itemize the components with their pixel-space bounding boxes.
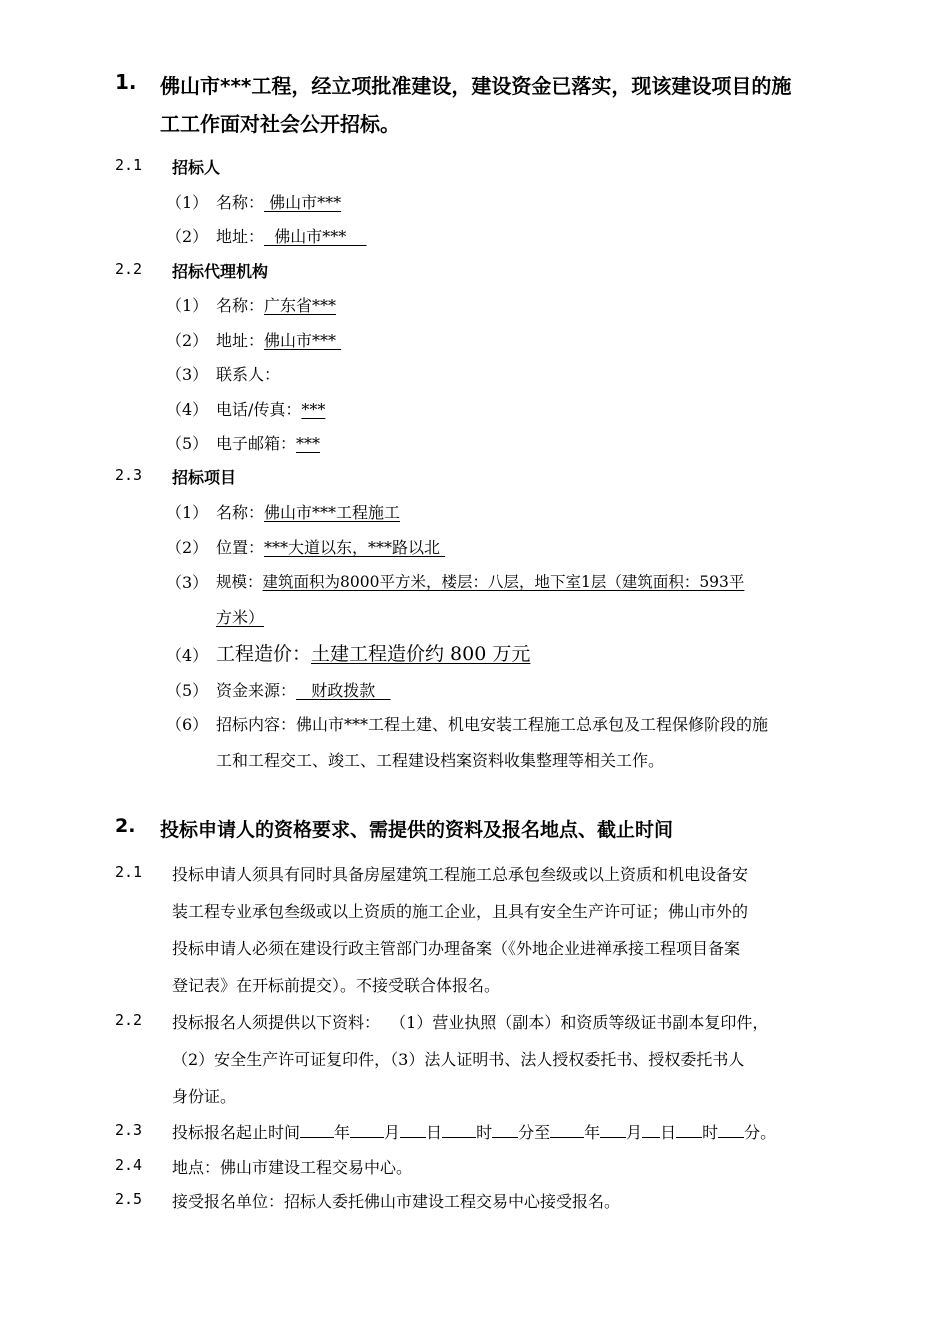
section1-heading-line1: 佛山市***工程，经立项批准建设，建设资金已落实，现该建设项目的施 bbox=[160, 74, 792, 98]
s23-item5-value: 财政拨款 bbox=[296, 681, 391, 700]
s23-item6-index: （6） bbox=[166, 715, 209, 734]
s21-item2-label: 地址： bbox=[216, 227, 265, 246]
s22-item1-index: （1） bbox=[166, 296, 209, 315]
s23-item1-label: 名称： bbox=[216, 503, 265, 522]
s23-item3-line2 bbox=[216, 605, 264, 628]
section1-heading-line2: 工工作面对社会公开招标。 bbox=[160, 112, 400, 136]
hour-label: 时 bbox=[476, 1123, 493, 1142]
s23-item2-index: （2） bbox=[166, 538, 209, 557]
s23-item3-value-line2: 方米） bbox=[216, 608, 265, 627]
s22-item1-label: 名称： bbox=[216, 296, 265, 315]
s2-item2-line1: 投标报名人须提供以下资料： （1）营业执照（副本）和资质等级证书副本复印件， bbox=[172, 1013, 769, 1032]
s22-item5-value: *** bbox=[296, 434, 321, 453]
s23-item6-line2: 工和工程交工、竣工、工程建设档案资料收集整理等相关工作。 bbox=[216, 751, 665, 770]
s23-item2-value: ***大道以东，***路以北 bbox=[264, 538, 446, 557]
s21-item1-value: 佛山市*** bbox=[264, 193, 342, 212]
end-hour-blank[interactable] bbox=[676, 1123, 702, 1138]
month-label: 月 bbox=[384, 1123, 401, 1142]
s21-item2-index: （2） bbox=[166, 227, 209, 246]
start-hour-blank[interactable] bbox=[442, 1123, 476, 1138]
s2-item5-number: 2.5 bbox=[115, 1190, 143, 1208]
s23-item5-label: 资金来源： bbox=[216, 681, 297, 700]
s22-number: 2.2 bbox=[115, 260, 143, 278]
s23-item4-index: （4） bbox=[166, 646, 209, 665]
s2-item5-line1: 接受报名单位：招标人委托佛山市建设工程交易中心接受报名。 bbox=[172, 1192, 621, 1211]
s22-item1 bbox=[216, 293, 336, 316]
s21-number: 2.1 bbox=[115, 156, 143, 174]
s23-item5-index: （5） bbox=[166, 681, 209, 700]
s2-item4-line1: 地点：佛山市建设工程交易中心。 bbox=[172, 1158, 413, 1177]
end-month-blank[interactable] bbox=[600, 1123, 626, 1138]
s2-item1-line2: 装工程专业承包叁级或以上资质的施工企业，且具有安全生产许可证；佛山市外的 bbox=[172, 902, 749, 921]
s23-item2 bbox=[216, 535, 445, 558]
start-day-blank[interactable] bbox=[400, 1123, 426, 1138]
s22-item4 bbox=[216, 397, 325, 420]
s23-item4 bbox=[216, 639, 530, 666]
end-day-label: 日 bbox=[660, 1123, 677, 1142]
s23-item3-line1 bbox=[216, 570, 744, 592]
s23-item3-value-line1: 建筑面积为8000平方米，楼层：八层，地下室1层（建筑面积：593平 bbox=[262, 573, 745, 591]
s22-item5-index: （5） bbox=[166, 434, 209, 453]
s23-item6-value-line1: 佛山市***工程土建、机电安装工程施工总承包及工程保修阶段的施 bbox=[296, 715, 769, 734]
year-label: 年 bbox=[334, 1123, 351, 1142]
s23-item6-line1 bbox=[216, 712, 768, 735]
end-minute-label: 分。 bbox=[744, 1123, 777, 1142]
s23-item3-index: （3） bbox=[166, 573, 209, 592]
s2-item2-line3: 身份证。 bbox=[172, 1087, 237, 1106]
s2-item1-line1: 投标申请人须具有同时具备房屋建筑工程施工总承包叁级或以上资质和机电设备安 bbox=[172, 865, 749, 884]
section1-number: 1. bbox=[115, 70, 137, 94]
s22-item3-index: （3） bbox=[166, 365, 209, 384]
s23-item2-label: 位置： bbox=[216, 538, 265, 557]
end-minute-blank[interactable] bbox=[718, 1123, 744, 1138]
s2-item4-number: 2.4 bbox=[115, 1156, 143, 1174]
s21-item1-label: 名称： bbox=[216, 193, 265, 212]
end-day-blank[interactable] bbox=[642, 1123, 660, 1138]
s23-item4-label: 工程造价： bbox=[216, 643, 312, 665]
s21-item2 bbox=[216, 224, 367, 247]
s23-item3-label: 规模： bbox=[216, 573, 263, 591]
s22-item5-label: 电子邮箱： bbox=[216, 434, 297, 453]
s2-item2-line2: （2）安全生产许可证复印件，（3）法人证明书、法人授权委托书、授权委托书人 bbox=[172, 1050, 745, 1069]
end-year-blank[interactable] bbox=[550, 1123, 584, 1138]
start-month-blank[interactable] bbox=[350, 1123, 384, 1138]
s2-item3-number: 2.3 bbox=[115, 1121, 143, 1139]
s22-item2-index: （2） bbox=[166, 331, 209, 350]
s22-item5 bbox=[216, 431, 320, 454]
s23-item1 bbox=[216, 500, 400, 523]
s22-item2-label: 地址： bbox=[216, 331, 265, 350]
time-label: 投标报名起止时间 bbox=[172, 1123, 301, 1142]
s21-title: 招标人 bbox=[172, 158, 221, 177]
start-minute-blank[interactable] bbox=[492, 1123, 518, 1138]
end-year-label: 年 bbox=[584, 1123, 601, 1142]
s21-item1 bbox=[216, 190, 341, 213]
day-label: 日 bbox=[426, 1123, 443, 1142]
s23-item6-label: 招标内容： bbox=[216, 715, 297, 734]
s23-item5 bbox=[216, 678, 391, 701]
s2-item1-line4: 登记表》在开标前提交）。不接受联合体报名。 bbox=[172, 976, 501, 995]
s23-item1-value: 佛山市***工程施工 bbox=[264, 503, 401, 522]
s22-item2 bbox=[216, 328, 341, 351]
s23-title: 招标项目 bbox=[172, 468, 237, 487]
end-hour-label: 时 bbox=[702, 1123, 719, 1142]
section2-heading: 投标申请人的资格要求、需提供的资料及报名地点、截止时间 bbox=[160, 819, 674, 841]
minute-to-label: 分至 bbox=[518, 1123, 551, 1142]
s22-title: 招标代理机构 bbox=[172, 262, 269, 281]
s2-item3-time-line bbox=[172, 1120, 776, 1143]
s22-item4-value: *** bbox=[301, 400, 326, 419]
s22-item4-label: 电话/传真： bbox=[216, 400, 302, 419]
s22-item3 bbox=[216, 362, 280, 385]
s23-item1-index: （1） bbox=[166, 503, 209, 522]
s2-item1-line3: 投标申请人必须在建设行政主管部门办理备案（《外地企业进禅承接工程项目备案 bbox=[172, 939, 741, 958]
s23-item4-value: 土建工程造价约 800 万元 bbox=[311, 643, 531, 665]
s23-number: 2.3 bbox=[115, 466, 143, 484]
s22-item4-index: （4） bbox=[166, 400, 209, 419]
s22-item2-value: 佛山市*** bbox=[264, 331, 342, 350]
s21-item1-index: （1） bbox=[166, 193, 209, 212]
s22-item1-value: 广东省*** bbox=[264, 296, 337, 315]
s2-item2-number: 2.2 bbox=[115, 1011, 143, 1029]
s22-item3-label: 联系人： bbox=[216, 365, 281, 384]
s21-item2-value: 佛山市*** bbox=[264, 227, 367, 246]
start-year-blank[interactable] bbox=[300, 1123, 334, 1138]
s2-item1-number: 2.1 bbox=[115, 863, 143, 881]
end-month-label: 月 bbox=[626, 1123, 643, 1142]
section2-number: 2. bbox=[115, 815, 136, 837]
